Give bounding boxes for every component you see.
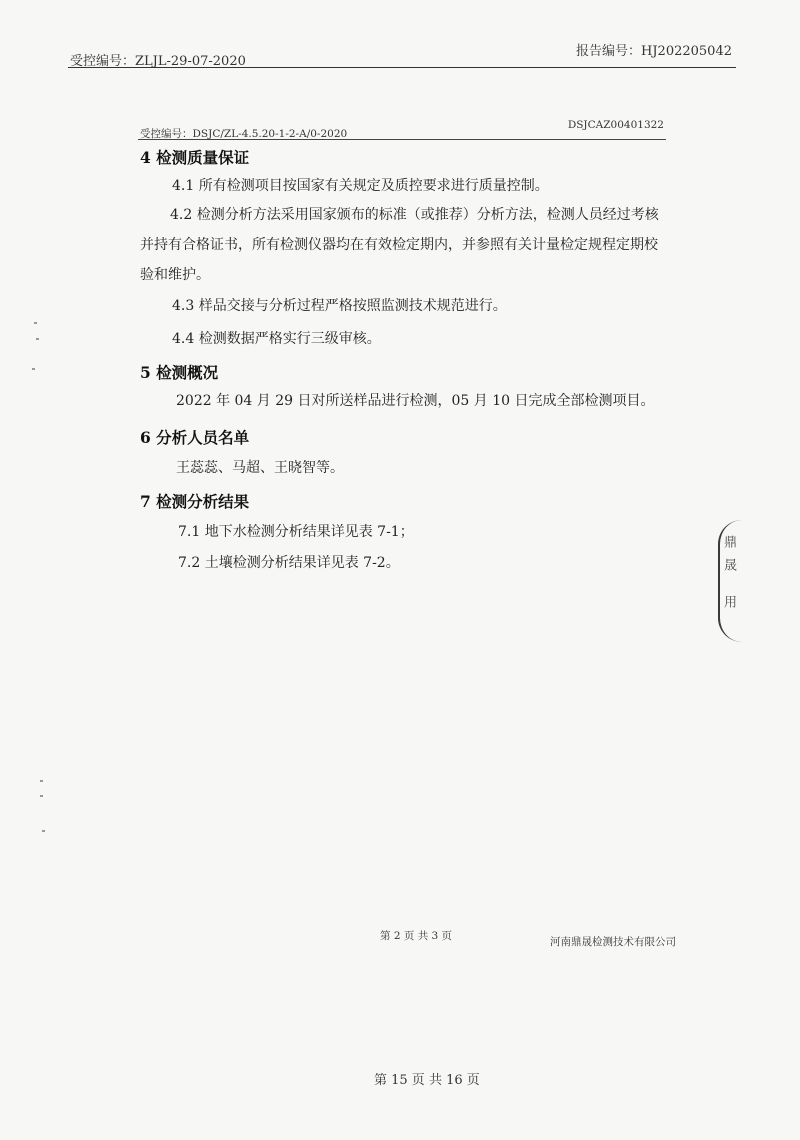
- section-4-2-text: 4.2 检测分析方法采用国家颁布的标准（或推荐）分析方法，检测人员经过考核并持有合格证书，所有检测仪器均在有效检定期内，并参照有关计量检定规程定期校验和维护。: [140, 207, 659, 283]
- scan-speck: [42, 830, 45, 832]
- section-7-1-text: 7.1 地下水检测分析结果详见表 7-1；: [178, 524, 414, 540]
- section-6-text: 王蕊蕊、马超、王晓智等。: [176, 460, 344, 476]
- section-4-4-text: 4.4 检测数据严格实行三级审核。: [172, 331, 381, 347]
- scan-speck: [40, 780, 43, 782]
- scan-speck: [40, 795, 43, 797]
- inner-page-number: 第 2 页 共 3 页: [380, 930, 453, 942]
- inner-company-name: 河南鼎晟检测技术有限公司: [550, 936, 676, 948]
- section-7-heading: 7 检测分析结果: [140, 492, 250, 511]
- inner-header-rule: [138, 139, 666, 140]
- inner-document-number: DSJCAZ00401322: [567, 119, 664, 131]
- seal-stamp-text: 鼎晟 用: [721, 535, 736, 619]
- outer-report-number: 报告编号：HJ202205042: [576, 44, 732, 59]
- section-4-heading: 4 检测质量保证: [140, 148, 250, 167]
- scan-speck: [36, 338, 39, 340]
- section-4-1-text: 4.1 所有检测项目按国家有关规定及质控要求进行质量控制。: [172, 178, 549, 194]
- section-5-text: 2022 年 04 月 29 日对所送样品进行检测，05 月 10 日完成全部检测项目。: [176, 393, 655, 409]
- outer-page-number: 第 15 页 共 16 页: [374, 1073, 480, 1088]
- scan-speck: [34, 322, 37, 324]
- outer-header-rule: [68, 67, 736, 68]
- section-4-3-text: 4.3 样品交接与分析过程严格按照监测技术规范进行。: [172, 298, 507, 314]
- scan-speck: [32, 368, 35, 370]
- section-6-heading: 6 分析人员名单: [140, 428, 250, 447]
- section-7-2-text: 7.2 土壤检测分析结果详见表 7-2。: [178, 555, 400, 571]
- section-5-heading: 5 检测概况: [140, 363, 219, 382]
- inner-control-number: 受控编号：DSJC/ZL-4.5.20-1-2-A/0-2020: [140, 128, 348, 140]
- outer-control-number: 受控编号：ZLJL-29-07-2020: [70, 54, 246, 69]
